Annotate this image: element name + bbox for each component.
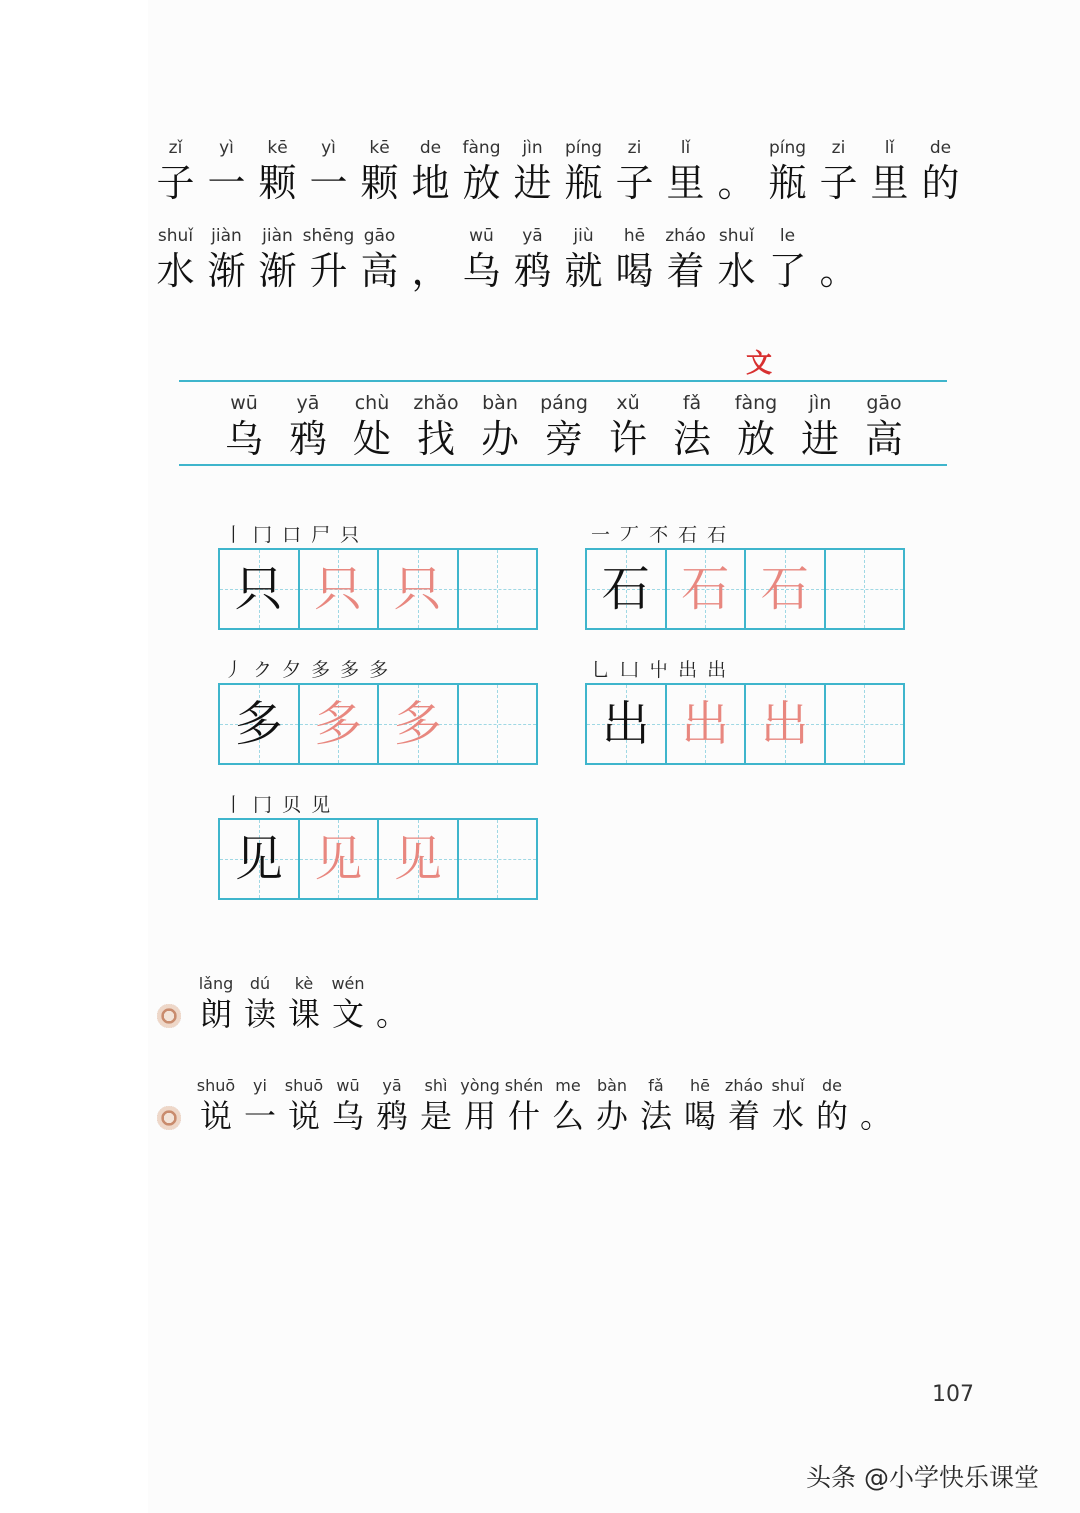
hanzi: 地	[411, 161, 450, 205]
ruby-char	[302, 226, 355, 293]
hanzi: 里	[666, 161, 705, 205]
pinyin: yā	[522, 226, 543, 246]
pinyin: wū	[336, 1076, 360, 1095]
ruby-char	[282, 1076, 326, 1135]
pinyin: shēng	[302, 226, 355, 246]
writing-grid	[218, 818, 538, 900]
pinyin: yòng	[460, 1076, 500, 1095]
pinyin: wū	[469, 226, 494, 246]
vocab-section-mark: 文	[746, 349, 773, 379]
hanzi: 。	[717, 161, 756, 205]
pinyin: hē	[690, 1076, 710, 1095]
vocab-line	[212, 392, 916, 461]
practice-box	[220, 685, 298, 763]
ruby-char	[660, 226, 711, 293]
ruby-char	[852, 392, 916, 461]
hanzi: 了	[768, 249, 807, 293]
practice-box	[665, 550, 745, 628]
hanzi: 一	[207, 161, 246, 205]
stroke-order: 丿 ク 夕 多 多 多	[224, 659, 391, 681]
hanzi: 的	[921, 161, 960, 205]
hanzi: 水	[717, 249, 756, 293]
trace-char: 石	[681, 561, 730, 617]
ruby-char	[404, 392, 468, 461]
hanzi: 喝	[683, 1097, 716, 1135]
practice-box	[377, 820, 457, 898]
hanzi: 旁	[544, 417, 583, 461]
pinyin: lǐ	[884, 138, 895, 158]
practice-box-empty[interactable]	[457, 820, 537, 898]
hanzi: 颗	[258, 161, 297, 205]
ruby-char	[468, 392, 532, 461]
pinyin: yā	[296, 392, 320, 414]
pinyin: jiù	[573, 226, 594, 246]
pinyin: dú	[249, 974, 271, 993]
hanzi: 么	[551, 1097, 584, 1135]
practice-box	[298, 685, 378, 763]
practice-box	[744, 550, 824, 628]
hanzi: 喝	[615, 249, 654, 293]
practice-box-empty[interactable]	[824, 550, 904, 628]
pinyin: wū	[230, 392, 258, 414]
passage-line-1	[150, 138, 966, 205]
hanzi: 乌	[462, 249, 501, 293]
page-number: 107	[932, 1382, 974, 1407]
ruby-char	[507, 138, 558, 205]
pinyin: jìn	[522, 138, 543, 158]
ruby-char	[282, 974, 326, 1033]
hanzi: 办	[595, 1097, 628, 1135]
ruby-char	[810, 1076, 854, 1135]
practice-box	[587, 685, 665, 763]
trace-char: 见	[314, 831, 363, 887]
writing-grid	[218, 548, 538, 630]
ruby-char	[370, 974, 414, 1033]
ruby-char	[414, 1076, 458, 1135]
practice-box-empty[interactable]	[457, 550, 537, 628]
pinyin: zháo	[724, 1076, 764, 1095]
pinyin: kè	[294, 974, 314, 993]
pinyin: yì	[219, 138, 234, 158]
pinyin: shén	[504, 1076, 544, 1095]
hanzi: 读	[243, 995, 276, 1033]
pinyin: jiàn	[262, 226, 293, 246]
trace-char: 出	[760, 696, 809, 752]
ruby-char	[558, 226, 609, 293]
pinyin: zǐ	[168, 138, 183, 158]
pinyin: páng	[540, 392, 588, 414]
pinyin: bàn	[596, 1076, 628, 1095]
hanzi: 子	[156, 161, 195, 205]
hanzi: 文	[331, 995, 364, 1033]
hanzi: 进	[513, 161, 552, 205]
writing-block	[218, 655, 538, 765]
hanzi: 课	[287, 995, 320, 1033]
hanzi: 进	[800, 417, 839, 461]
pinyin: píng	[768, 138, 807, 158]
practice-box-empty[interactable]	[457, 685, 537, 763]
pinyin: jiàn	[211, 226, 242, 246]
ruby-char	[609, 138, 660, 205]
ruby-char	[915, 138, 966, 205]
writing-block	[585, 655, 905, 765]
ruby-char	[276, 392, 340, 461]
vocab-top-rule	[179, 380, 947, 382]
trace-char: 出	[681, 696, 730, 752]
writing-block	[218, 520, 538, 630]
writing-grid	[585, 683, 905, 765]
practice-box	[377, 550, 457, 628]
ruby-char	[405, 226, 456, 293]
pinyin: shuǐ	[718, 226, 755, 246]
ruby-char	[854, 1076, 898, 1135]
pinyin: wén	[331, 974, 365, 993]
pinyin: fàng	[462, 138, 501, 158]
hanzi: 处	[352, 417, 391, 461]
pinyin: lǎng	[198, 974, 234, 993]
ruby-char	[354, 226, 405, 293]
ruby-char	[590, 1076, 634, 1135]
hanzi: 升	[309, 249, 348, 293]
exercise-bullet-icon	[157, 1004, 181, 1028]
ruby-char	[212, 392, 276, 461]
hanzi: 放	[736, 417, 775, 461]
pinyin: shuǐ	[157, 226, 194, 246]
watermark: 头条 @小学快乐课堂	[806, 1463, 1039, 1492]
hanzi: 高	[864, 417, 903, 461]
hanzi: 着	[727, 1097, 760, 1135]
exercise-read-aloud	[194, 974, 414, 1033]
hanzi: 什	[507, 1097, 540, 1135]
ruby-char	[194, 974, 238, 1033]
hanzi: 颗	[360, 161, 399, 205]
trace-char: 石	[760, 561, 809, 617]
ruby-char	[813, 226, 864, 293]
model-char: 多	[234, 696, 283, 752]
ruby-char	[558, 138, 609, 205]
ruby-char	[201, 226, 252, 293]
ruby-char	[502, 1076, 546, 1135]
pinyin: yì	[321, 138, 336, 158]
ruby-char	[678, 1076, 722, 1135]
hanzi: 乌	[331, 1097, 364, 1135]
ruby-char	[458, 1076, 502, 1135]
ruby-char	[762, 226, 813, 293]
hanzi: 瓶	[768, 161, 807, 205]
ruby-char	[711, 226, 762, 293]
stroke-order: 乚 凵 屮 出 出	[591, 659, 729, 681]
practice-box	[298, 550, 378, 628]
ruby-char	[724, 392, 788, 461]
practice-box	[220, 820, 298, 898]
pinyin: zhǎo	[413, 392, 459, 414]
ruby-char	[238, 974, 282, 1033]
pinyin: bàn	[482, 392, 518, 414]
hanzi: 一	[243, 1097, 276, 1135]
ruby-char	[456, 226, 507, 293]
vocab-bottom-rule	[179, 464, 947, 466]
ruby-char	[660, 392, 724, 461]
pinyin: le	[779, 226, 796, 246]
pinyin: fǎ	[682, 392, 702, 414]
exercise-bullet-icon	[157, 1106, 181, 1130]
hanzi: 乌	[224, 417, 263, 461]
practice-box	[220, 550, 298, 628]
hanzi: 水	[771, 1097, 804, 1135]
pinyin: zi	[831, 138, 846, 158]
hanzi: 鸦	[513, 249, 552, 293]
practice-box	[665, 685, 745, 763]
ruby-char	[634, 1076, 678, 1135]
hanzi: 说	[287, 1097, 320, 1135]
model-char: 见	[234, 831, 283, 887]
pinyin: kē	[369, 138, 390, 158]
ruby-char	[711, 138, 762, 205]
trace-char: 只	[393, 561, 442, 617]
hanzi: 里	[870, 161, 909, 205]
trace-char: 多	[393, 696, 442, 752]
pinyin: fǎ	[648, 1076, 664, 1095]
ruby-char	[201, 138, 252, 205]
pinyin: de	[419, 138, 442, 158]
stroke-order: 一 丆 不 石 石	[591, 524, 729, 546]
stroke-order: 丨 冂 贝 见	[224, 794, 333, 816]
ruby-char	[340, 392, 404, 461]
pinyin: gāo	[363, 226, 396, 246]
pinyin: kē	[267, 138, 288, 158]
hanzi: 说	[199, 1097, 232, 1135]
trace-char: 见	[393, 831, 442, 887]
ruby-char	[252, 138, 303, 205]
hanzi: 子	[819, 161, 858, 205]
ruby-char	[456, 138, 507, 205]
ruby-char	[762, 138, 813, 205]
practice-box-empty[interactable]	[824, 685, 904, 763]
pinyin: yā	[382, 1076, 402, 1095]
ruby-char	[252, 226, 303, 293]
ruby-char	[596, 392, 660, 461]
hanzi: 瓶	[564, 161, 603, 205]
pinyin: shuō	[196, 1076, 236, 1095]
practice-box	[298, 820, 378, 898]
trace-char: 多	[314, 696, 363, 752]
writing-grid	[585, 548, 905, 630]
ruby-char	[194, 1076, 238, 1135]
hanzi: 着	[666, 249, 705, 293]
pinyin: zháo	[665, 226, 706, 246]
pinyin: shuō	[284, 1076, 324, 1095]
hanzi: 法	[672, 417, 711, 461]
ruby-char	[766, 1076, 810, 1135]
hanzi: 就	[564, 249, 603, 293]
ruby-char	[326, 1076, 370, 1135]
hanzi: 鸦	[375, 1097, 408, 1135]
writing-block	[585, 520, 905, 630]
pinyin: gāo	[866, 392, 902, 414]
ruby-char	[238, 1076, 282, 1135]
practice-box	[587, 550, 665, 628]
ruby-char	[405, 138, 456, 205]
hanzi: 朗	[199, 995, 232, 1033]
hanzi: 一	[309, 161, 348, 205]
hanzi: 法	[639, 1097, 672, 1135]
hanzi: 渐	[207, 249, 246, 293]
pinyin: chù	[354, 392, 390, 414]
hanzi: 。	[819, 249, 858, 293]
ruby-char	[150, 138, 201, 205]
pinyin: de	[822, 1076, 842, 1095]
hanzi: 许	[608, 417, 647, 461]
ruby-char	[722, 1076, 766, 1135]
writing-block	[218, 790, 538, 900]
exercise-discuss	[194, 1076, 898, 1135]
pinyin: lǐ	[680, 138, 691, 158]
ruby-char	[150, 226, 201, 293]
pinyin: me	[555, 1076, 581, 1095]
hanzi: 的	[815, 1097, 848, 1135]
pinyin: zi	[627, 138, 642, 158]
ruby-char	[326, 974, 370, 1033]
ruby-char	[507, 226, 558, 293]
hanzi: 高	[360, 249, 399, 293]
ruby-char	[660, 138, 711, 205]
passage-line-2	[150, 226, 864, 293]
pinyin: fàng	[734, 392, 778, 414]
ruby-char	[303, 138, 354, 205]
pinyin: shì	[424, 1076, 448, 1095]
pinyin: xǔ	[616, 392, 640, 414]
pinyin: yi	[253, 1076, 267, 1095]
ruby-char	[546, 1076, 590, 1135]
hanzi: 鸦	[288, 417, 327, 461]
hanzi: 放	[462, 161, 501, 205]
pinyin: shuǐ	[771, 1076, 805, 1095]
hanzi: 。	[375, 995, 408, 1033]
ruby-char	[788, 392, 852, 461]
stroke-order: 丨 冂 口 尸 只	[224, 524, 362, 546]
pinyin: jìn	[808, 392, 832, 414]
hanzi: 。	[859, 1097, 892, 1135]
pinyin: hē	[623, 226, 646, 246]
ruby-char	[354, 138, 405, 205]
model-char: 石	[601, 561, 650, 617]
hanzi: 渐	[258, 249, 297, 293]
model-char: 出	[601, 696, 650, 752]
hanzi: ，	[411, 249, 450, 293]
hanzi: 用	[463, 1097, 496, 1135]
ruby-char	[532, 392, 596, 461]
hanzi: 找	[416, 417, 455, 461]
hanzi: 办	[480, 417, 519, 461]
ruby-char	[813, 138, 864, 205]
pinyin: píng	[564, 138, 603, 158]
ruby-char	[864, 138, 915, 205]
ruby-char	[370, 1076, 414, 1135]
ruby-char	[609, 226, 660, 293]
hanzi: 子	[615, 161, 654, 205]
practice-box	[744, 685, 824, 763]
model-char: 只	[234, 561, 283, 617]
trace-char: 只	[314, 561, 363, 617]
writing-grid	[218, 683, 538, 765]
hanzi: 是	[419, 1097, 452, 1135]
practice-box	[377, 685, 457, 763]
hanzi: 水	[156, 249, 195, 293]
pinyin: de	[929, 138, 952, 158]
